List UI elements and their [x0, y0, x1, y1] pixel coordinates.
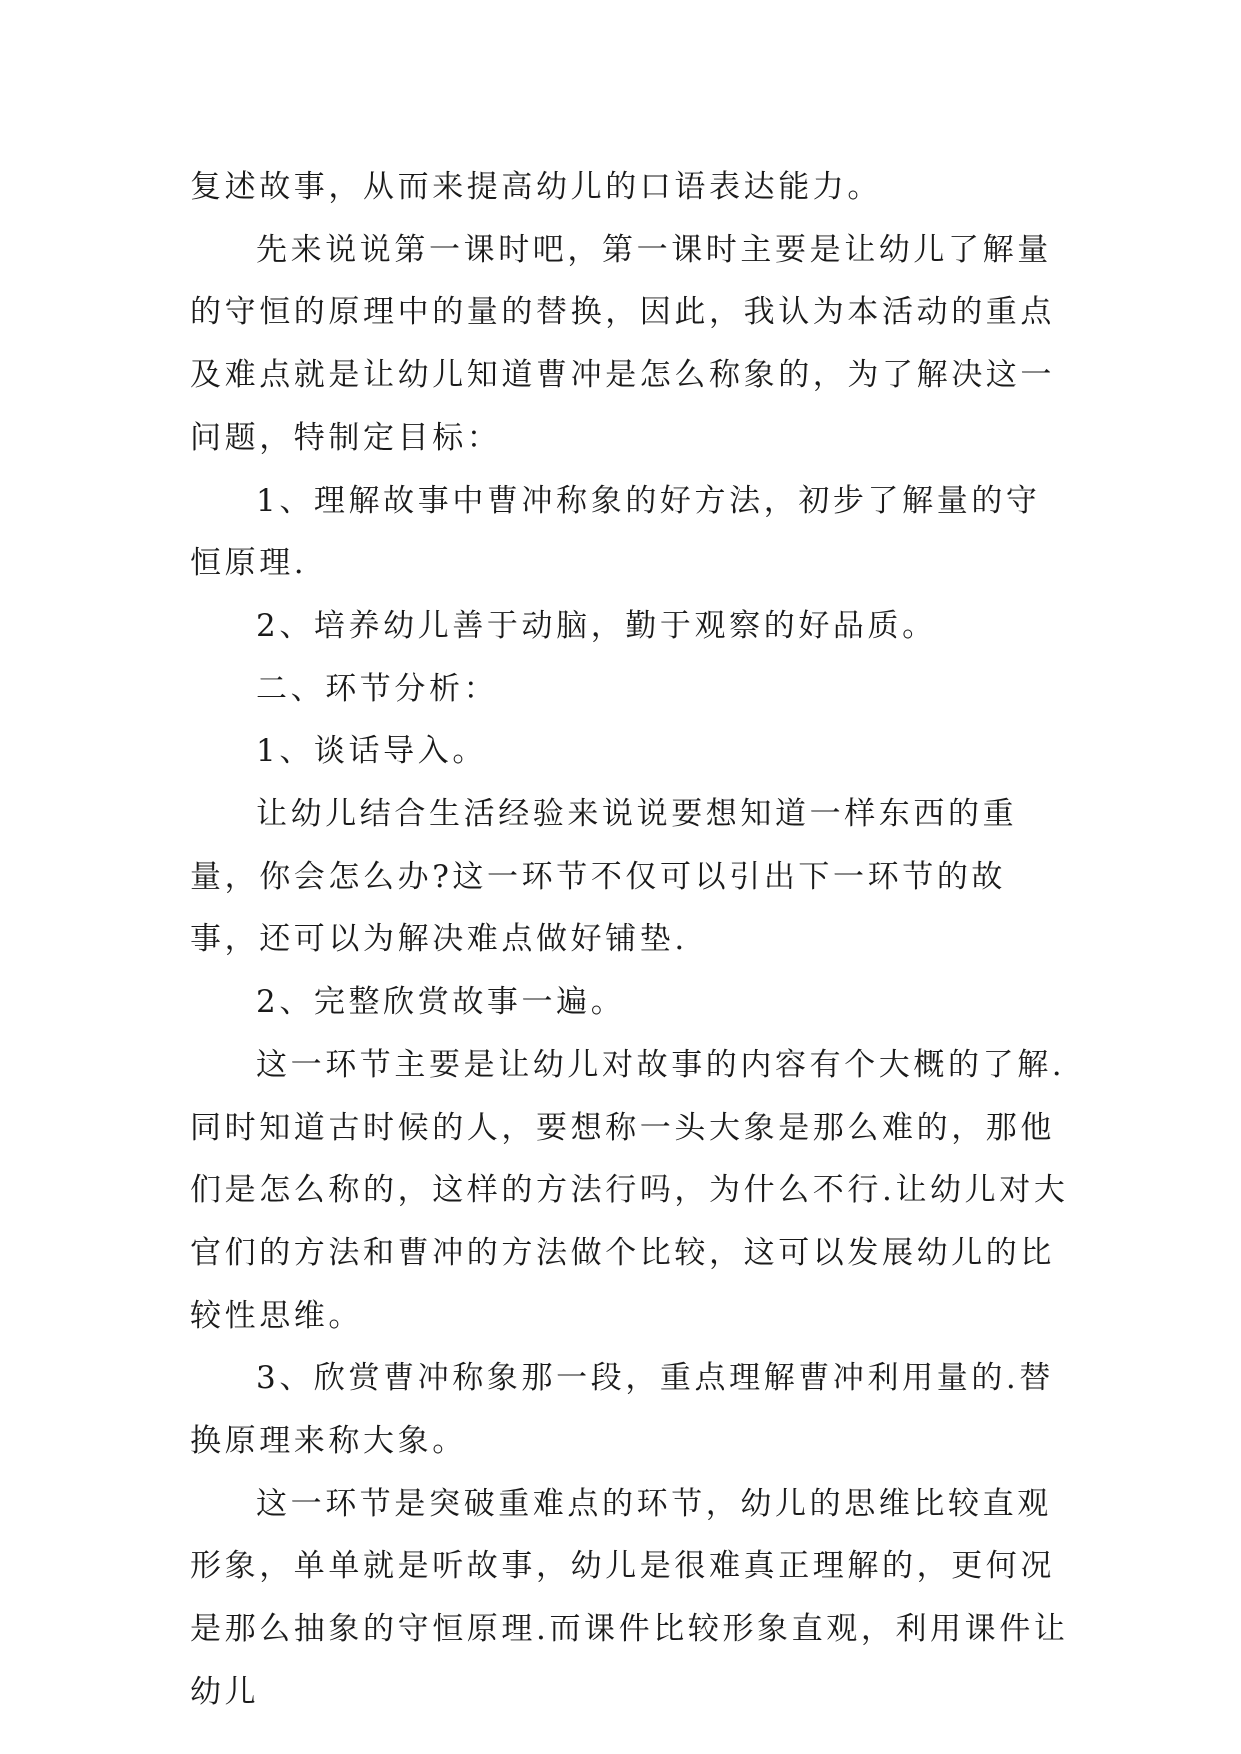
paragraph-10: 3、欣赏曹冲称象那一段，重点理解曹冲利用量的.替换原理来称大象。: [190, 1360, 1054, 1460]
paragraph-3: 1、理解故事中曹冲称象的好方法，初步了解量的守恒原理.: [190, 482, 1041, 582]
paragraph-1: 复述故事，从而来提高幼儿的口语表达能力。: [190, 169, 882, 205]
paragraph-11: 这一环节是突破重难点的环节，幼儿的思维比较直观形象，单单就是听故事，幼儿是很难真正理解的，更何况是那么抽象的守恒原理.而课件比较形象直观，利用课件让幼儿: [190, 1485, 1069, 1710]
paragraph-7: 让幼儿结合生活经验来说说要想知道一样东西的重量，你会怎么办?这一环节不仅可以引出下一环节的故事，还可以为解决难点做好铺垫.: [190, 796, 1018, 958]
paragraph-4: 2、培养幼儿善于动脑，勤于观察的好品质。: [256, 607, 937, 644]
section-heading: 二、环节分析：: [256, 670, 499, 707]
paragraph-8: 2、完整欣赏故事一遍。: [256, 984, 626, 1021]
document-body: [190, 156, 1070, 1724]
paragraph-9: 这一环节主要是让幼儿对故事的内容有个大概的了解.同时知道古时候的人，要想称一头大象是那么难的，那他们是怎么称的，这样的方法行吗，为什么不行.让幼儿对大官们的方法和曹冲的方法做个比较，这可以发展幼儿的比较性思维。: [190, 1046, 1069, 1334]
paragraph-6: 1、谈话导入。: [256, 733, 487, 770]
paragraph-2: 先来说说第一课时吧，第一课时主要是让幼儿了解量的守恒的原理中的量的替换，因此，我认为本活动的重点及难点就是让幼儿知道曹冲是怎么称象的，为了解决这一问题，特制定目标：: [190, 231, 1055, 456]
